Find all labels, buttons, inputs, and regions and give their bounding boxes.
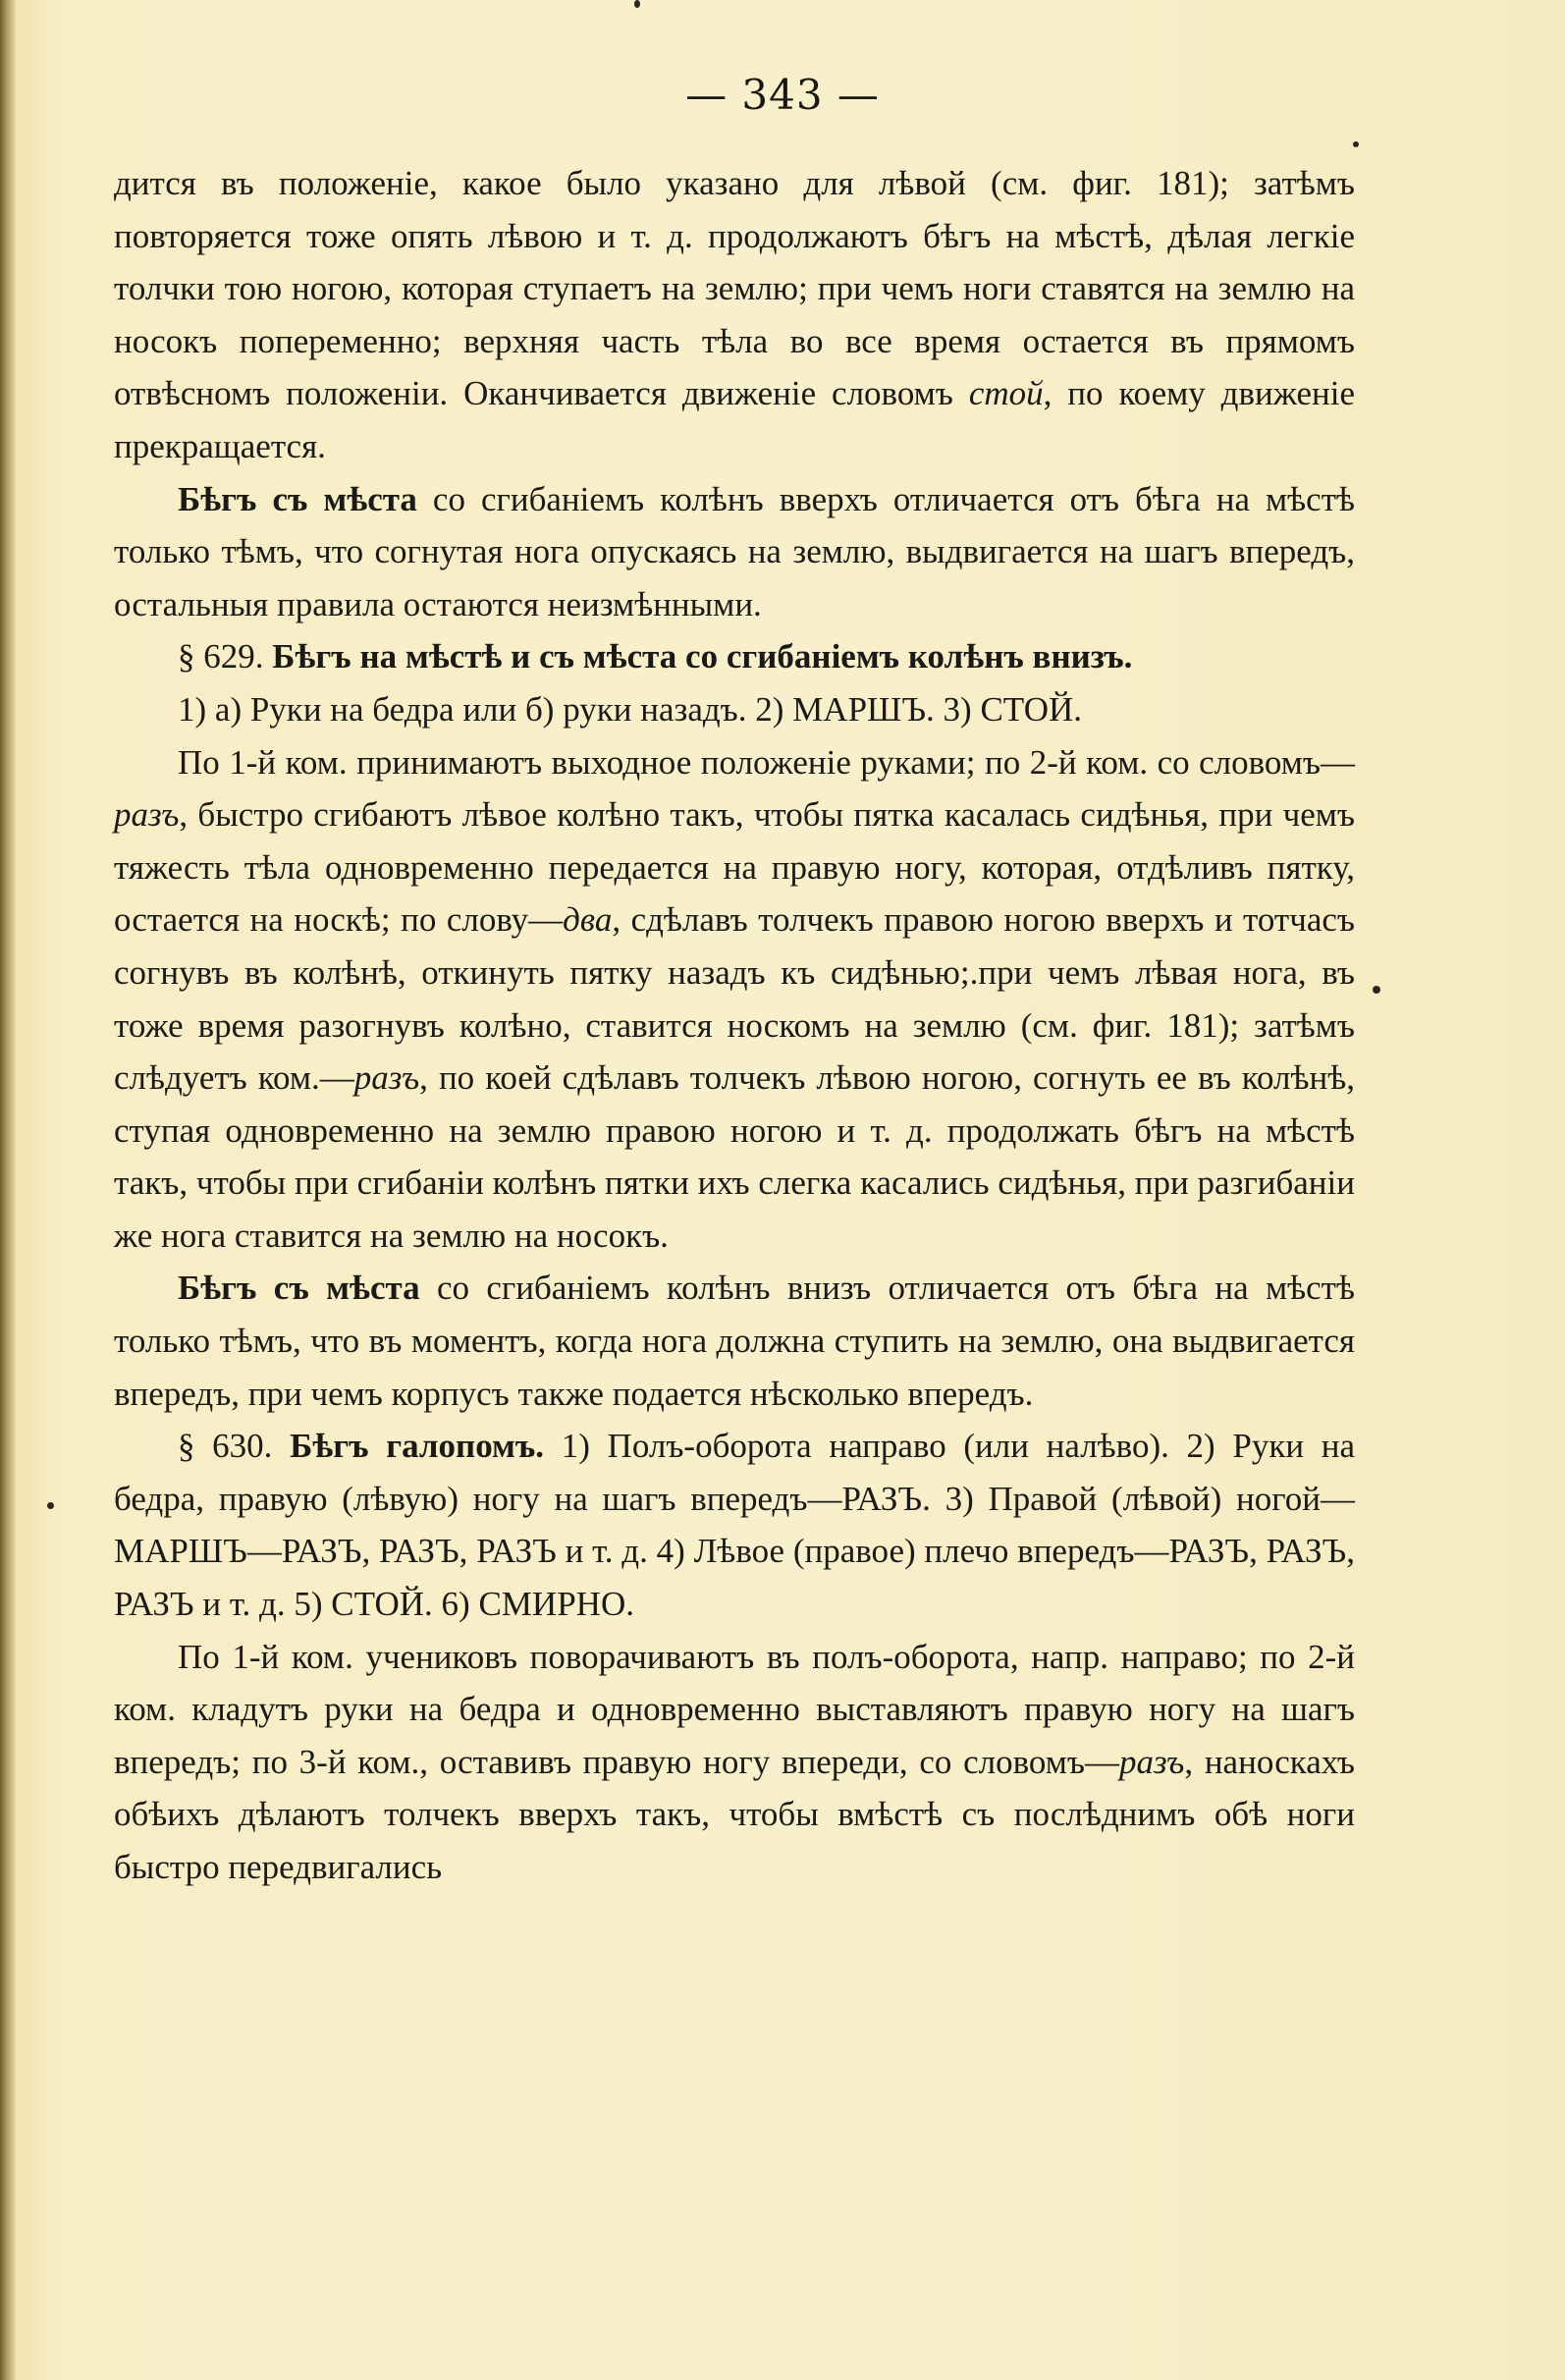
body-text-segment: , по коей сдѣлавъ толчекъ лѣвою ногою, согнуть ее въ колѣнѣ, ступая одновременно на землю правою ногою и т. д. продолжать бѣгъ на мѣстѣ такъ, чтобы при сгибаніи колѣнъ пятки ихъ слегка касались сидѣнья, при разгибаніи же нога ставится на землю на носокъ. bbox=[114, 1058, 1355, 1255]
body-text-segment: § 629. bbox=[178, 637, 273, 676]
ink-speck bbox=[1353, 141, 1359, 147]
page-body bbox=[114, 157, 1355, 1894]
bold-heading-text: Бѣгъ съ мѣста bbox=[178, 479, 417, 518]
italic-command-word: разъ bbox=[1118, 1742, 1185, 1781]
ink-speck bbox=[634, 0, 640, 8]
paragraph bbox=[114, 630, 1355, 683]
bold-heading-text: Бѣгъ галопомъ. bbox=[290, 1427, 545, 1466]
body-text-segment: , по коему движеніе прекращается. bbox=[114, 374, 1355, 465]
bold-heading-text: Бѣгъ съ мѣста bbox=[178, 1269, 420, 1308]
bold-heading-text: Бѣгъ на мѣстѣ и съ мѣста со сгибаніемъ колѣнъ внизъ. bbox=[272, 637, 1133, 676]
ink-speck bbox=[1373, 986, 1380, 994]
italic-command-word: разъ bbox=[114, 795, 180, 835]
body-text-segment: По 1-й ком. учениковъ поворачиваютъ въ полъ-оборота, напр. направо; по 2-й ком. кладутъ руки на бедра и одновременно выставляютъ правую ногу на шагъ впередъ; по 3-й ком., оставивъ правую ногу впереди, со словомъ— bbox=[114, 1637, 1355, 1781]
body-text-segment: со сгибаніемъ колѣнъ внизъ отличается отъ бѣга на мѣстѣ только тѣмъ, что въ моментъ, когда нога должна ступить на землю, она выдвигается впередъ, при чемъ корпусъ также подается нѣсколько впередъ. bbox=[114, 1269, 1355, 1413]
body-text-segment: , сдѣлавъ толчекъ правою ногою вверхъ и тотчасъ согнувъ въ колѣнѣ, откинуть пятку назадъ къ сидѣнью;.при чемъ лѣвая нога, въ тоже время разогнувъ колѣно, ставится носкомъ на землю (см. фиг. 181); затѣмъ слѣдуетъ ком.— bbox=[114, 900, 1355, 1098]
paragraph bbox=[114, 1631, 1355, 1894]
paragraph bbox=[114, 1262, 1355, 1420]
italic-command-word: стой bbox=[968, 374, 1044, 413]
page-number: — 343 — bbox=[685, 71, 880, 119]
binding-edge bbox=[0, 0, 16, 2380]
body-text-segment: По 1-й ком. принимаютъ выходное положеніе руками; по 2-й ком. со словомъ— bbox=[178, 742, 1355, 782]
paragraph bbox=[114, 683, 1355, 736]
ink-speck bbox=[47, 1502, 54, 1509]
body-text-segment: , быстро сгибаютъ лѣвое колѣно такъ, чтобы пятка касалась сидѣнья, при чемъ тяжесть тѣла одновременно передается на правую ногу, которая, отдѣливъ пятку, остается на носкѣ; по слову— bbox=[114, 795, 1355, 940]
paragraph bbox=[114, 473, 1355, 631]
italic-command-word: разъ bbox=[353, 1058, 420, 1098]
paragraph bbox=[114, 1420, 1355, 1630]
body-text-segment: § 630. bbox=[178, 1427, 291, 1466]
body-text-segment: , наноскахъ обѣихъ дѣлаютъ толчекъ вверхъ такъ, чтобы вмѣстѣ съ послѣднимъ обѣ ноги быстро передвигались bbox=[114, 1742, 1356, 1886]
italic-command-word: два bbox=[563, 900, 613, 940]
body-text-segment: дится въ положеніе, какое было указано для лѣвой (см. фиг. 181); затѣмъ повторяется тоже опять лѣвою и т. д. продолжаютъ бѣгъ на мѣстѣ, дѣлая легкіе толчки тою ногою, которая ступаетъ на землю; при чемъ ноги ставятся на землю на носокъ попеременно; верхняя часть тѣла во все время остается въ прямомъ отвѣсномъ положеніи. Оканчивается движеніе словомъ bbox=[114, 164, 1355, 413]
body-text-segment: 1) а) Руки на бедра или б) руки назадъ. 2) МАРШЪ. 3) СТОЙ. bbox=[178, 689, 1083, 729]
paragraph bbox=[114, 157, 1355, 473]
body-text-segment: 1) Полъ-оборота направо (или налѣво). 2) Руки на бедра, правую (лѣвую) ногу на шагъ впередъ—РАЗЪ. 3) Правой (лѣвой) ногой—МАРШЪ—РАЗЪ, РАЗЪ, РАЗЪ и т. д. 4) Лѣвое (правое) плечо впередъ—РАЗЪ, РАЗЪ, РАЗЪ и т. д. 5) СТОЙ. 6) СМИРНО. bbox=[114, 1427, 1355, 1624]
paragraph bbox=[114, 736, 1355, 1263]
body-text-segment: со сгибаніемъ колѣнъ вверхъ отличается отъ бѣга на мѣстѣ только тѣмъ, что согнутая нога опускаясь на землю, выдвигается на шагъ впередъ, остальныя правила остаются неизмѣнными. bbox=[114, 479, 1355, 623]
